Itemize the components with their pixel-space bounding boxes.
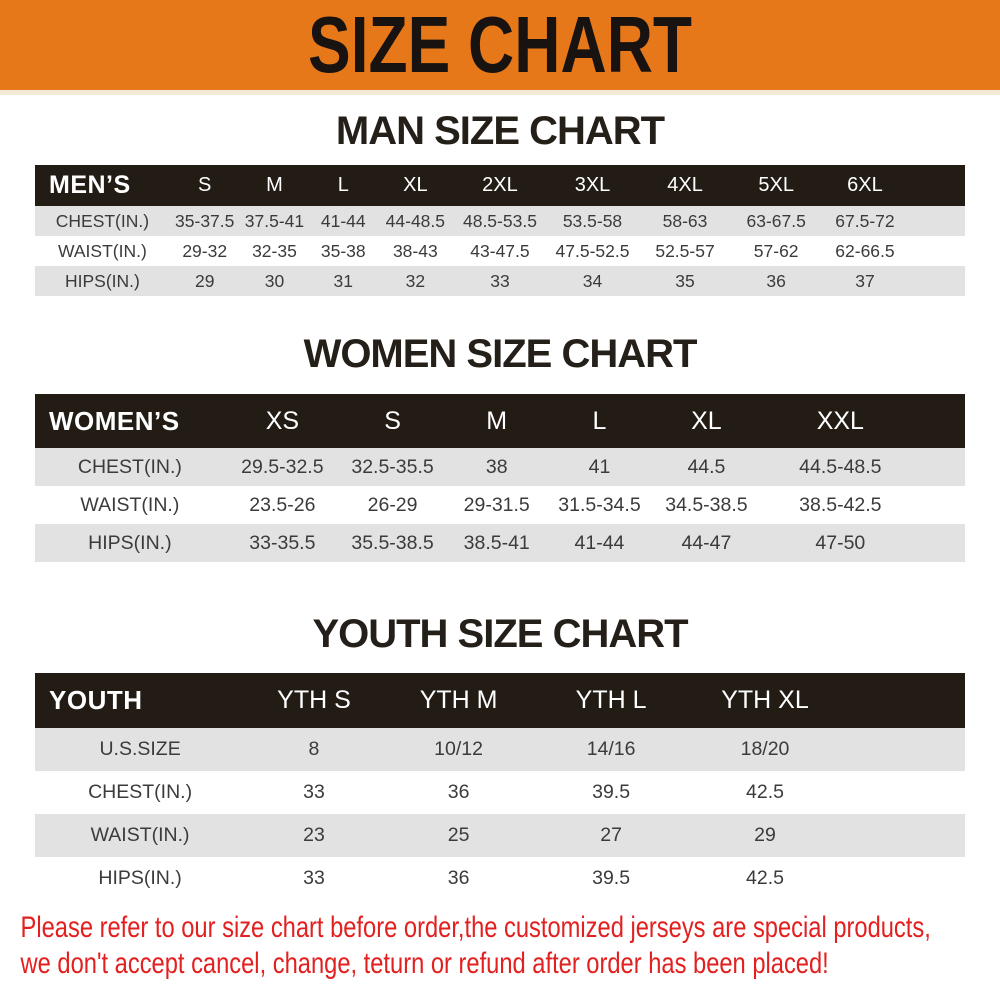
filler-cell — [918, 486, 965, 524]
data-cell: 47-50 — [815, 531, 866, 554]
data-cell: 35.5-38.5 — [351, 531, 434, 554]
table-row — [35, 857, 965, 900]
filler-cell — [842, 673, 965, 728]
data-cell: 34 — [582, 270, 603, 291]
data-cell: 23.5-26 — [249, 493, 316, 516]
data-cell: 41-44 — [574, 531, 625, 554]
filler-cell — [909, 266, 965, 296]
data-cell: 27 — [600, 824, 622, 846]
data-cell: 44-47 — [681, 531, 732, 554]
data-cell: 44-48.5 — [385, 210, 446, 231]
men-size-table — [35, 165, 965, 296]
data-cell: 10/12 — [434, 738, 483, 760]
data-cell: 31.5-34.5 — [558, 493, 641, 516]
table-title-cell: WOMEN’S — [49, 405, 180, 436]
table-header-row — [35, 165, 965, 206]
data-cell: 14/16 — [586, 738, 636, 760]
data-cell: 37 — [855, 270, 875, 291]
data-cell: 35-37.5 — [175, 210, 235, 231]
data-cell: 33-35.5 — [249, 531, 316, 554]
data-cell: 39.5 — [592, 781, 631, 803]
size-header-cell: M — [266, 174, 283, 196]
table-row — [35, 206, 965, 236]
data-cell: 38-43 — [392, 240, 438, 261]
filler-cell — [909, 206, 965, 236]
row-label: U.S.SIZE — [99, 738, 181, 760]
filler-cell — [909, 236, 965, 266]
data-cell: 33 — [303, 867, 325, 889]
data-cell: 35 — [675, 270, 695, 291]
row-label: CHEST(IN.) — [77, 455, 182, 478]
data-cell: 29-31.5 — [463, 493, 530, 516]
data-cell: 23 — [303, 824, 325, 846]
page-title: SIZE CHART — [308, 0, 692, 89]
row-label: WAIST(IN.) — [58, 240, 147, 261]
data-cell: 33 — [490, 270, 510, 291]
data-cell: 32 — [405, 270, 426, 291]
data-cell: 30 — [264, 270, 285, 291]
filler-cell — [842, 728, 965, 771]
data-cell: 38 — [485, 455, 508, 478]
row-label: CHEST(IN.) — [55, 210, 150, 231]
data-cell: 67.5-72 — [835, 210, 895, 231]
data-cell: 36 — [447, 781, 470, 803]
data-cell: 26-29 — [367, 493, 418, 516]
filler-cell — [918, 394, 965, 448]
size-header-cell: XS — [265, 406, 300, 435]
women-size-table — [35, 394, 965, 562]
data-cell: 57-62 — [753, 240, 799, 261]
size-header-cell: 2XL — [482, 174, 518, 196]
data-cell: 41 — [588, 455, 611, 478]
table-header-row — [35, 394, 965, 448]
size-header-cell: M — [486, 406, 508, 435]
table-row — [35, 266, 965, 296]
disclaimer-line-2: we don't accept cancel, change, teturn or refund after order has been placed! — [20, 947, 829, 980]
youth-section-heading: YOUTH SIZE CHART — [312, 612, 688, 656]
disclaimer-text — [0, 910, 931, 982]
data-cell: 25 — [447, 824, 470, 846]
filler-cell — [909, 165, 965, 206]
data-cell: 53.5-58 — [562, 210, 623, 231]
data-cell: 37.5-41 — [244, 210, 305, 231]
data-cell: 33 — [303, 781, 325, 803]
table-row — [35, 728, 965, 771]
data-cell: 38.5-41 — [463, 531, 530, 554]
data-cell: 42.5 — [746, 781, 784, 803]
women-section-heading: WOMEN SIZE CHART — [303, 332, 697, 376]
disclaimer-line-1: Please refer to our size chart before order,the customized jerseys are special products, — [20, 911, 931, 944]
title-banner — [0, 0, 1000, 95]
table-title-cell: MEN’S — [49, 171, 131, 199]
size-header-cell: XL — [403, 174, 428, 196]
data-cell: 34.5-38.5 — [665, 493, 748, 516]
data-cell: 42.5 — [746, 867, 784, 889]
row-label: WAIST(IN.) — [80, 493, 180, 516]
row-label: HIPS(IN.) — [64, 270, 140, 291]
size-header-cell: YTH S — [277, 686, 351, 714]
data-cell: 62-66.5 — [835, 240, 895, 261]
data-cell: 47.5-52.5 — [555, 240, 630, 261]
filler-cell — [842, 857, 965, 900]
table-row — [35, 771, 965, 814]
data-cell: 29.5-32.5 — [241, 455, 324, 478]
size-header-cell: YTH L — [575, 686, 647, 714]
data-cell: 36 — [447, 867, 470, 889]
man-section-heading: MAN SIZE CHART — [335, 109, 665, 153]
table-row — [35, 236, 965, 266]
youth-size-table — [35, 673, 965, 900]
row-label: HIPS(IN.) — [98, 867, 182, 889]
table-header-row — [35, 673, 965, 728]
size-header-cell: YTH XL — [721, 686, 809, 714]
data-cell: 44.5-48.5 — [799, 455, 882, 478]
size-header-cell: YTH M — [419, 686, 498, 714]
data-cell: 58-63 — [662, 210, 708, 231]
table-row — [35, 814, 965, 857]
table-row — [35, 486, 965, 524]
data-cell: 52.5-57 — [655, 240, 715, 261]
size-header-cell: 6XL — [847, 174, 883, 196]
filler-cell — [918, 524, 965, 562]
size-header-cell: XL — [691, 406, 722, 435]
data-cell: 32.5-35.5 — [351, 455, 434, 478]
data-cell: 32-35 — [252, 240, 297, 261]
size-header-cell: S — [384, 406, 401, 435]
data-cell: 29 — [194, 270, 215, 291]
data-cell: 48.5-53.5 — [462, 210, 537, 231]
data-cell: 36 — [766, 270, 786, 291]
data-cell: 29-32 — [182, 240, 228, 261]
data-cell: 39.5 — [592, 867, 631, 889]
data-cell: 43-47.5 — [470, 240, 530, 261]
data-cell: 63-67.5 — [746, 210, 806, 231]
size-header-cell: L — [592, 406, 607, 435]
filler-cell — [842, 814, 965, 857]
data-cell: 44.5 — [687, 455, 726, 478]
size-header-cell: XXL — [816, 406, 864, 435]
row-label: HIPS(IN.) — [88, 531, 172, 554]
data-cell: 38.5-42.5 — [799, 493, 882, 516]
size-header-cell: 4XL — [667, 174, 703, 196]
data-cell: 41-44 — [320, 210, 366, 231]
data-cell: 31 — [333, 270, 354, 291]
data-cell: 29 — [754, 824, 776, 846]
filler-cell — [918, 448, 965, 486]
table-row — [35, 448, 965, 486]
row-label: WAIST(IN.) — [90, 824, 190, 846]
table-title-cell: YOUTH — [49, 685, 143, 715]
size-header-cell: 5XL — [758, 174, 794, 196]
data-cell: 8 — [308, 738, 320, 760]
size-header-cell: S — [198, 174, 212, 196]
table-row — [35, 524, 965, 562]
size-header-cell: 3XL — [574, 174, 611, 196]
row-label: CHEST(IN.) — [88, 781, 193, 803]
data-cell: 35-38 — [320, 240, 366, 261]
data-cell: 18/20 — [740, 738, 790, 760]
size-header-cell: L — [337, 174, 349, 196]
filler-cell — [842, 771, 965, 814]
